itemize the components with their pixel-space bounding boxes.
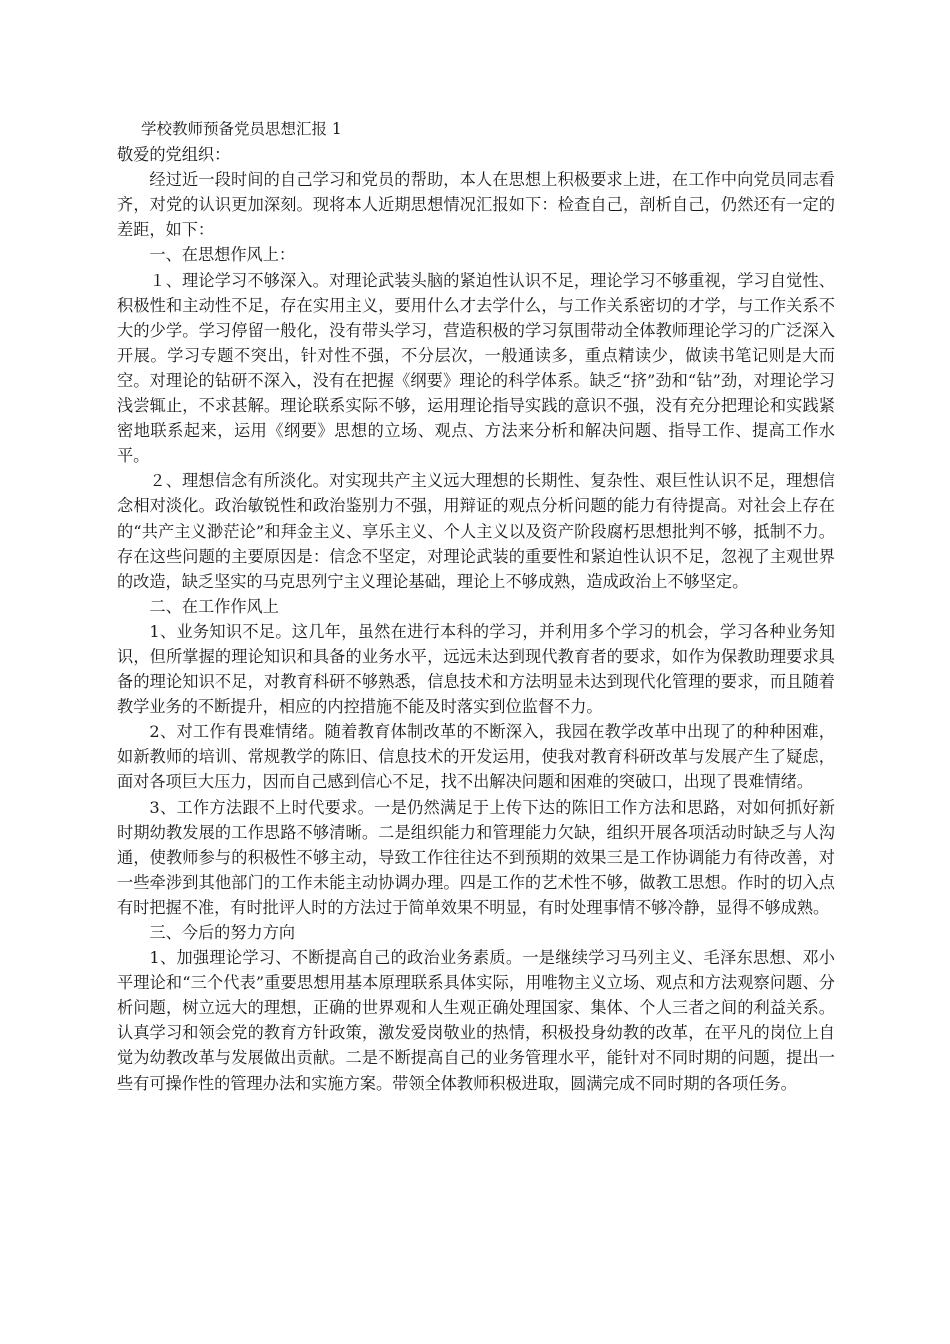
section-2-paragraph-3: 3、工作方法跟不上时代要求。一是仍然满足于上传下达的陈旧工作方法和思路，对如何抓好新时期幼教发展的工作思路不够清晰。二是组织能力和管理能力欠缺，组织开展各项活动时缺乏与人沟通，使教师参与的积极性不够主动，导致工作往往达不到预期的效果三是工作协调能力有待改善，对一些牵涉到其他部门的工作未能主动协调办理。四是工作的艺术性不够，做教工思想。作时的切入点有时把握不准，有时批评人时的方法过于简单效果不明显，有时处理事情不够冷静，显得不够成熟。: [117, 797, 835, 917]
section-2-paragraph-1: 1、业务知识不足。这几年，虽然在进行本科的学习，并利用多个学习的机会，学习各种业务知识，但所掌握的理论知识和具备的业务水平，远远未达到现代教育者的要求，如作为保教助理要求具备的理论知识不足，对教育科研不够熟悉，信息技术和方法明显未达到现代化管理的要求，而且随着教学业务的不断提升，相应的内控措施不能及时落实到位监督不力。: [117, 621, 835, 717]
section-1-paragraph-1: １、理论学习不够深入。对理论武装头脑的紧迫性认识不足，理论学习不够重视，学习自觉性、积极性和主动性不足，存在实用主义，要用什么才去学什么，与工作关系密切的才学，与工作关系不大的少学。学习停留一般化，没有带头学习，营造积极的学习氛围带动全体教师理论学习的广泛深入开展。学习专题不突出，针对性不强，不分层次，一般通读多，重点精读少，做读书笔记则是大而空。对理论的钻研不深入，没有在把握《纲要》理论的科学体系。缺乏“挤”劲和“钻”劲，对理论学习浅尝辄止，不求甚解。理论联系实际不够，运用理论指导实践的意识不强，没有充分把理论和实践紧密地联系起来，运用《纲要》思想的立场、观点、方法来分析和解决问题、指导工作、提高工作水平。: [117, 270, 835, 466]
section-3-paragraph-1: 1、加强理论学习、不断提高自己的政治业务素质。一是继续学习马列主义、毛泽东思想、邓小平理论和“三个代表”重要思想用基本原理联系具体实际，用唯物主义立场、观点和方法观察问题、分析问题，树立远大的理想，正确的世界观和人生观正确处理国家、集体、个人三者之间的利益关系。认真学习和领会党的教育方针政策，激发爱岗敬业的热情，积极投身幼教的改革，在平凡的岗位上自觉为幼教改革与发展做出贡献。二是不断提高自己的业务管理水平，能针对不同时期的问题，提出一些有可操作性的管理办法和实施方案。带领全体教师积极进取，圆满完成不同时期的各项任务。: [117, 948, 835, 1093]
document-page: [117, 117, 835, 1096]
section-heading-1: 一、在思想作风上：: [149, 245, 296, 265]
salutation: 敬爱的党组织：: [117, 145, 231, 165]
section-1-paragraph-2: ２、理想信念有所淡化。对实现共产主义远大理想的长期性、复杂性、艰巨性认识不足，理想信念相对淡化。政治敏锐性和政治鉴别力不强，用辩证的观点分析问题的能力有待提高。对社会上存在的“共产主义渺茫论”和拜金主义、享乐主义、个人主义以及资产阶段腐朽思想批判不够，抵制不力。存在这些问题的主要原因是：信念不坚定，对理论武装的重要性和紧迫性认识不足，忽视了主观世界的改造，缺乏坚实的马克思列宁主义理论基础，理论上不够成熟，造成政治上不够坚定。: [117, 471, 835, 591]
section-heading-2: 二、在工作作风上: [149, 596, 279, 616]
section-heading-3: 三、今后的努力方向: [149, 923, 296, 942]
section-2-paragraph-2: 2、对工作有畏难情绪。随着教育体制改革的不断深入，我园在教学改革中出现了的种种困难，如新教师的培训、常规教学的陈旧、信息技术的开发运用，使我对教育科研改革与发展产生了疑虑，面对各项巨大压力，因而自己感到信心不足，找不出解决问题和困难的突破口，出现了畏难情绪。: [117, 722, 835, 792]
intro-paragraph: 经过近一段时间的自己学习和党员的帮助，本人在思想上积极要求上进，在工作中向党员同志看齐，对党的认识更加深刻。现将本人近期思想情况汇报如下：检查自己，剖析自己，仍然还有一定的差距，如下：: [117, 170, 835, 240]
document-title: 学校教师预备党员思想汇报 1: [141, 120, 342, 138]
